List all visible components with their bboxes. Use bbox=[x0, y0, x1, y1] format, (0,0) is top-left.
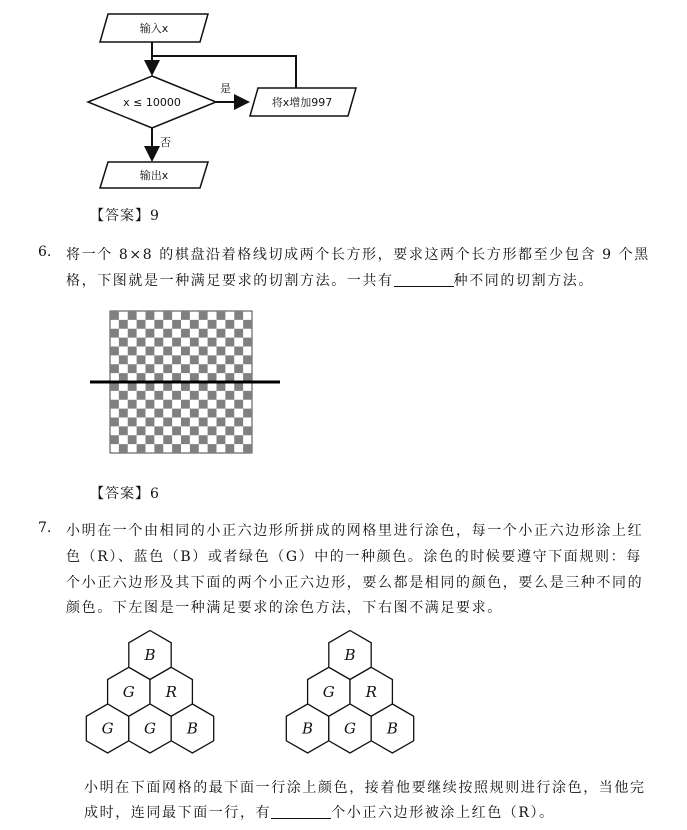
q6-line2a: 格，下图就是一种满足要求的切割方法。一共有 bbox=[66, 273, 394, 289]
right-bottom-label: B bbox=[386, 719, 398, 738]
answer-6-label: 【答案】 bbox=[90, 486, 150, 502]
left-mid-label: G bbox=[122, 682, 135, 701]
q7-line6b: 个小正六边形被涂上红色（R）。 bbox=[331, 805, 555, 821]
q7-line6 bbox=[84, 802, 555, 822]
right-bottom-label: G bbox=[344, 719, 356, 738]
q7-line1: 小明在一个由相同的小正六边形所拼成的网格里进行涂色，每一个小正六边形涂上红 bbox=[66, 523, 644, 539]
left-mid-label: R bbox=[165, 682, 177, 701]
answer-5-label: 【答案】 bbox=[90, 208, 150, 224]
q7-line6a: 成时，连同最下面一行，有 bbox=[84, 805, 272, 821]
right-mid-label: G bbox=[322, 682, 335, 701]
q6-number: 6. bbox=[38, 244, 52, 260]
left-bottom-label: B bbox=[186, 719, 198, 738]
flow-input-text: 输入x bbox=[139, 22, 169, 35]
q6-line1: 将一个 8×8 的棋盘沿着格线切成两个长方形，要求这两个长方形都至少包含 9 个黑 bbox=[66, 247, 650, 263]
flow-process-text: 将x增加997 bbox=[271, 96, 333, 109]
q6-line2b: 种不同的切割方法。 bbox=[453, 273, 595, 289]
q7-line3: 个小正六边形及其下面的两个小正六边形，要么都是相同的颜色，要么是三种不同的 bbox=[66, 575, 644, 591]
flow-no-text: 否 bbox=[160, 136, 171, 149]
q7-line5: 小明在下面网格的最下面一行涂上颜色，接着他要继续按照规则进行涂色，当他完 bbox=[84, 780, 646, 796]
flow-output-text: 输出x bbox=[139, 169, 169, 182]
left-top-label: B bbox=[144, 646, 156, 664]
answer-6-value: 6 bbox=[150, 486, 160, 502]
left-bottom-label: G bbox=[101, 719, 114, 738]
left-bottom-label: G bbox=[144, 719, 156, 738]
flow-yes-text: 是 bbox=[220, 82, 231, 95]
q7-line4: 颜色。下左图是一种满足要求的涂色方法，下右图不满足要求。 bbox=[66, 600, 503, 616]
q7-line2: 色（R）、蓝色（B）或者绿色（G）中的一种颜色。涂色的时候要遵守下面规则：每 bbox=[66, 549, 642, 565]
q7-number: 7. bbox=[38, 520, 52, 536]
right-bottom-label: B bbox=[302, 719, 314, 738]
right-mid-label: R bbox=[365, 682, 377, 701]
q7-blank bbox=[271, 804, 331, 819]
flow-condition-text: x ≤ 10000 bbox=[123, 96, 181, 109]
right-top-label: B bbox=[344, 646, 356, 664]
answer-5-value: 9 bbox=[150, 208, 160, 224]
